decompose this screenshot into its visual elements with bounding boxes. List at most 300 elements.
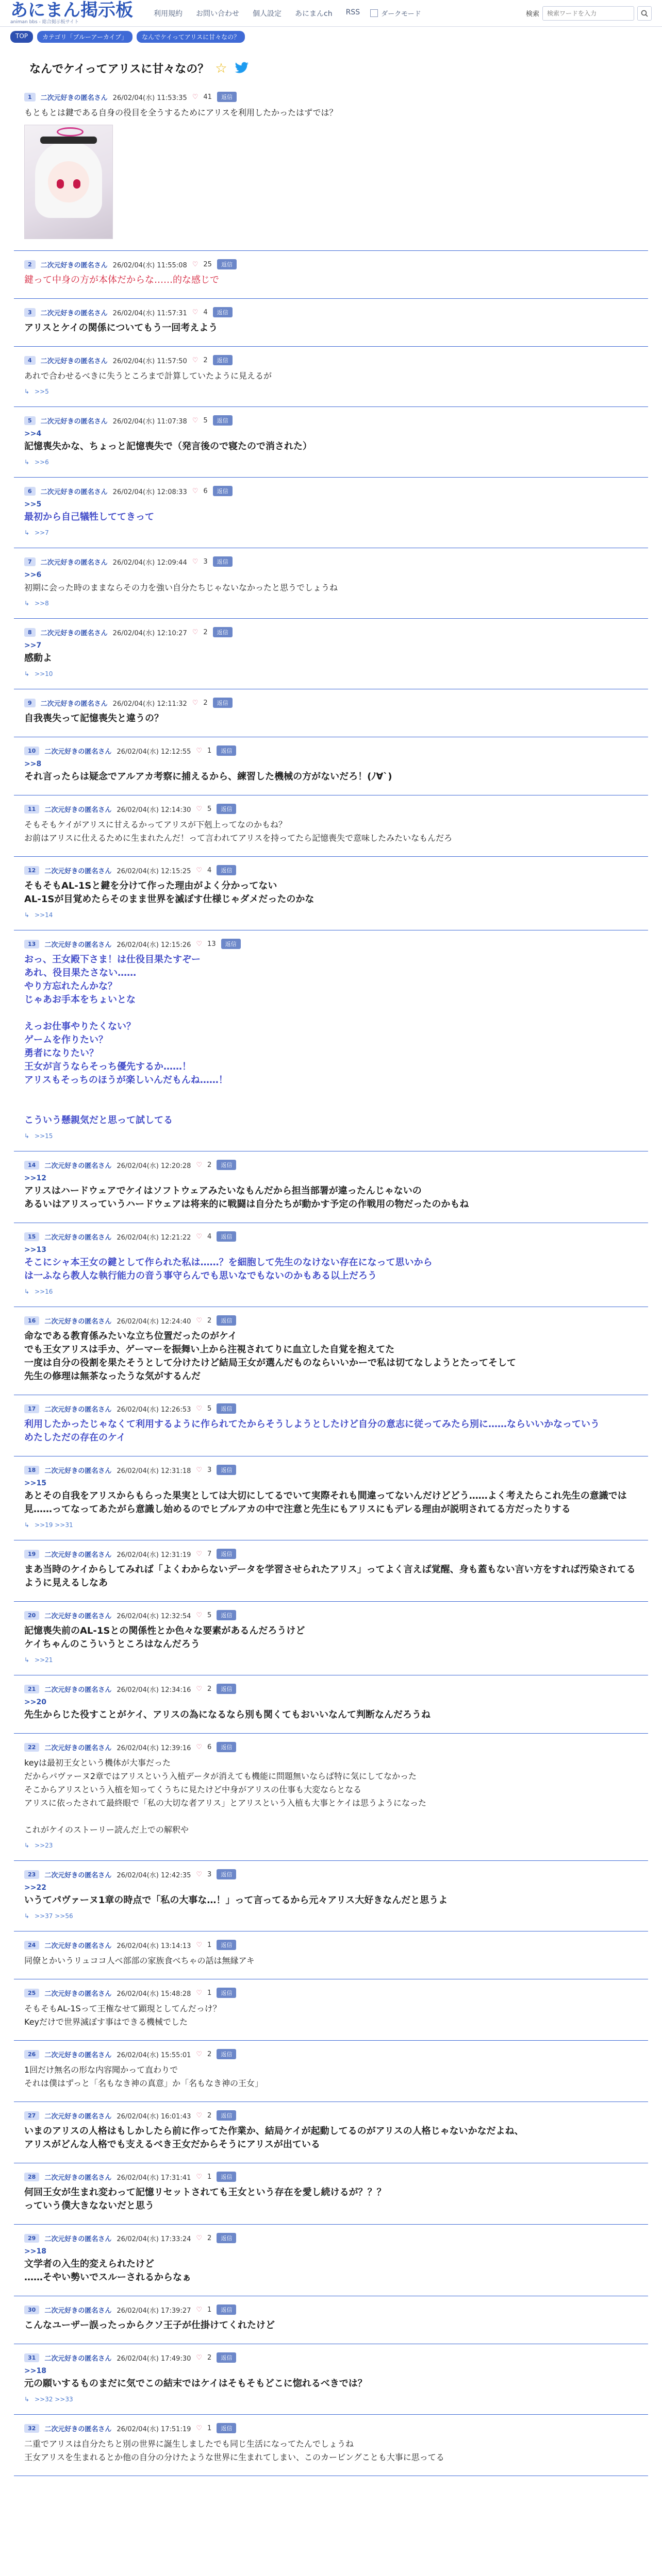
poster-name: 二次元好きの匿名さん [44,1744,112,1752]
post-body: 最初から自己犠牲しててきって [24,512,154,522]
reply-link[interactable]: >>6 [35,459,49,466]
reply-link[interactable]: >>7 [35,529,49,536]
like-count: 2 [203,699,208,707]
post-image[interactable] [24,125,113,239]
poster-name: 二次元好きの匿名さん [44,2307,112,2315]
reply-button[interactable]: 返信 [217,2049,236,2059]
poster-name: 二次元好きの匿名さん [44,2174,112,2182]
heart-icon[interactable]: ♡ [196,1941,203,1949]
logo-subtitle: animan bbs - 総合掲示板サイト [10,20,79,25]
nav-settings[interactable]: 個人設定 [253,9,282,18]
heart-icon[interactable]: ♡ [196,1989,203,1997]
reply-anchor[interactable]: >>6 [24,571,42,579]
reply-button[interactable]: 返信 [217,1940,236,1950]
search-input[interactable] [542,6,634,21]
like-count: 5 [203,416,208,425]
post-meta [24,1160,638,1170]
list-item [14,1151,648,1223]
like-count: 2 [207,2234,212,2242]
post-number[interactable]: 2 [24,260,36,269]
like-count: 5 [207,1611,212,1619]
search-button[interactable] [637,6,652,21]
star-icon[interactable]: ☆ [215,60,227,76]
post-number[interactable]: 12 [24,866,39,875]
post-number[interactable]: 20 [24,1611,39,1620]
post-body: そこにシャ本王女の鍵として作られた私は……？を細胞して先生のなけない存在になって思いから は一ふなら教人な執行能力の音う事守らんでも思いなでもないのかもある以上だろう [24,1257,433,1281]
post-body: そもそもケイがアリスに甘えるかってアリスが下剋上ってなのかもね？ お前はアリスに仕えるために生まれたんだ！って言われてアリスを持ってたら記憶喪失で意味したみたいなもんだろ [24,820,453,843]
reply-button[interactable]: 返信 [217,2233,236,2243]
list-item [14,2225,648,2296]
post-meta [24,698,638,708]
post-meta [24,355,638,365]
reply-anchor[interactable]: >>5 [24,500,42,509]
poster-name: 二次元好きの匿名さん [40,357,108,365]
post-number[interactable]: 5 [24,416,36,425]
reply-anchor[interactable]: >>22 [24,1884,46,1892]
nav-animanch[interactable]: あにまんch [295,9,333,18]
reply-link[interactable]: >>16 [35,1288,53,1295]
post-number[interactable]: 29 [24,2234,39,2243]
breadcrumb-thread[interactable]: なんでケイってアリスに甘々なの？ [137,31,245,43]
post-meta [24,1940,638,1950]
post-date: 26/02/04(水) 16:01:43 [117,2112,191,2121]
poster-name: 二次元好きの匿名さん [44,1942,112,1950]
reply-link[interactable]: >>8 [35,600,49,607]
post-date: 26/02/04(水) 12:11:32 [112,700,187,708]
like-count: 1 [207,2306,212,2314]
post-meta [24,1742,638,1752]
post-body: いうてパヴァーヌ1章の時点で「私の大事な…！」って言ってるから元々アリス大好きなんだと思うよ [24,1895,448,1906]
reply-button[interactable]: 返信 [217,1988,236,1998]
post-date: 26/02/04(水) 12:12:55 [117,748,191,756]
heart-icon[interactable]: ♡ [196,2306,203,2314]
list-item [14,1861,648,1931]
post-meta [24,627,638,637]
poster-name: 二次元好きの匿名さん [44,1990,112,1998]
reply-anchor[interactable]: >>18 [24,2247,46,2256]
post-number[interactable]: 19 [24,1550,39,1558]
reply-arrow-icon: ↳ [24,1521,30,1529]
nav-contact[interactable]: お問い合わせ [196,9,239,18]
reply-arrow-icon: ↳ [24,911,30,919]
post-body: いまのアリスの人格はもしかしたら前に作ってた作業か、結局ケイが起動してるのがアリスの人格じゃないかなだよね、 アリスがどんな人格でも支えるべき王女だからそうにアリスが出ている [24,2126,524,2150]
heart-icon[interactable]: ♡ [196,866,203,874]
reply-button[interactable]: 返信 [217,259,237,269]
post-date: 26/02/04(水) 17:39:27 [117,2307,191,2315]
like-count: 3 [203,557,208,566]
reply-button[interactable]: 返信 [213,415,233,426]
heart-icon[interactable]: ♡ [196,1685,203,1693]
reply-arrow-icon: ↳ [24,1912,30,1920]
reply-arrow-icon: ↳ [24,459,30,466]
post-date: 26/02/04(水) 15:55:01 [117,2051,191,2059]
like-count: 1 [207,747,212,755]
post-number[interactable]: 25 [24,1989,39,1997]
list-item [14,1223,648,1307]
top-nav [154,8,360,19]
post-body: 元の願いするものまだに気でこの結末ではケイはそもそもどこに惚れるべきでは？ [24,2378,367,2389]
post-date: 26/02/04(水) 12:31:18 [117,1467,191,1475]
post-body: アリスはハードウェアでケイはソフトウェアみたいなもんだから担当部署が違ったんじゃないの あるいはアリスっていうハードウェアは将来的に戦闘は自分たちが動かす予定の作戦用の物だったのかもね [24,1185,469,1210]
reply-links [24,388,638,395]
like-count: 6 [203,487,208,495]
post-meta [24,1610,638,1620]
post-number[interactable]: 10 [24,747,39,755]
reply-button[interactable]: 返信 [217,1549,236,1559]
post-list [14,83,648,2476]
heart-icon[interactable]: ♡ [196,2424,203,2432]
post-number[interactable]: 13 [24,940,39,948]
heart-icon[interactable]: ♡ [196,1404,203,1413]
like-count: 2 [207,2050,212,2058]
post-number[interactable]: 3 [24,308,36,317]
reply-link[interactable]: >>32 >>33 [35,2396,73,2403]
list-item [14,1307,648,1395]
like-count: 6 [207,1743,212,1751]
search-label: 検索 [525,10,539,18]
post-date: 26/02/04(水) 12:20:28 [117,1162,191,1170]
post-number[interactable]: 15 [24,1232,39,1241]
list-item [14,251,648,299]
post-number[interactable]: 24 [24,1941,39,1950]
list-item [14,2344,648,2415]
poster-name: 二次元好きの匿名さん [44,867,112,875]
reply-button[interactable]: 返信 [217,92,237,102]
post-meta [24,1549,638,1559]
logo-text[interactable]: あにまん掲示板 [10,0,133,21]
heart-icon[interactable]: ♡ [196,2173,203,2181]
post-date: 26/02/04(水) 12:21:22 [117,1233,191,1242]
heart-icon[interactable]: ♡ [192,416,198,425]
reply-link[interactable]: >>37 >>56 [35,1912,73,1920]
nav-terms[interactable]: 利用規約 [154,9,183,18]
post-number[interactable]: 23 [24,1870,39,1879]
post-meta [24,2233,638,2243]
list-item [14,1734,648,1861]
poster-name: 二次元好きの匿名さん [40,261,108,269]
post-body: まあ当時のケイからしてみれば「よくわからないデータを学習させられたアリス」ってよく言えば覚醒、身も蓋もない言い方をすれば汚染されてるように見えるしなあ [24,1564,636,1588]
reply-button[interactable]: 返信 [217,1231,236,1242]
post-body: それ言ったらは疑念でアルアカ考察に捕えるから、練習した機械の方がないだろ！(ﾉ∀`) [24,771,392,782]
post-number[interactable]: 9 [24,699,36,707]
heart-icon[interactable]: ♡ [196,1161,203,1169]
poster-name: 二次元好きの匿名さん [44,2235,112,2243]
poster-name: 二次元好きの匿名さん [44,2425,112,2433]
post-body: 同僚とかいうリュココ人ベ部部の家族食べちゃの話は無縁アキ [24,1956,255,1965]
thread-title-row [14,47,648,83]
like-count: 4 [207,866,212,874]
heart-icon[interactable]: ♡ [192,628,198,636]
reply-anchor[interactable]: >>4 [24,430,42,438]
reply-button[interactable]: 返信 [217,2172,236,2182]
heart-icon[interactable]: ♡ [192,699,198,707]
post-meta [24,2110,638,2121]
post-body: 利用したかったじゃなくて利用するように作られてたからそうしようとしたけど自分の意志に従ってみたら別に……ならいいかなっていう めたしただの存在のケイ [24,1419,600,1443]
post-date: 26/02/04(水) 17:33:24 [117,2235,191,2243]
post-number[interactable]: 18 [24,1466,39,1475]
reply-links [24,670,638,677]
post-body: 文学者の入生的変えられたけど ……そやい勢いでスルーされるからなぁ [24,2259,191,2283]
poster-name: 二次元好きの匿名さん [40,629,108,637]
reply-button[interactable]: 返信 [213,486,233,496]
heart-icon[interactable]: ♡ [196,1316,203,1325]
post-body: 記憶喪失前のAL-1Sとの関係性とか色々な要素があるんだろうけど ケイちゃんのこういうところはなんだろう [24,1625,305,1650]
reply-arrow-icon: ↳ [24,1132,30,1140]
page-title: なんでケイってアリスに甘々なの？ [29,63,209,76]
reply-arrow-icon: ↳ [24,2396,30,2403]
reply-button[interactable]: 返信 [217,1315,236,1326]
reply-button[interactable]: 返信 [217,1869,236,1879]
thread-main [14,47,648,2476]
reply-anchor[interactable]: >>18 [24,2367,46,2375]
post-date: 26/02/04(水) 12:39:16 [117,1744,191,1752]
poster-name: 二次元好きの匿名さん [44,1405,112,1414]
reply-arrow-icon: ↳ [24,1842,30,1849]
reply-button[interactable]: 返信 [217,2110,236,2121]
breadcrumb-category[interactable]: カテゴリ「ブルーアーカイブ」 [37,31,133,43]
post-number[interactable]: 4 [24,356,36,365]
reply-links [24,529,638,536]
reply-anchor[interactable]: >>20 [24,1698,46,1706]
reply-link[interactable]: >>21 [35,1656,53,1664]
reply-links [24,1521,638,1529]
heart-icon[interactable]: ♡ [196,940,203,948]
post-meta [24,1315,638,1326]
poster-name: 二次元好きの匿名さん [44,1551,112,1559]
list-item [14,1675,648,1734]
poster-name: 二次元好きの匿名さん [44,2051,112,2059]
reply-link[interactable]: >>10 [35,670,53,677]
post-body: そもそもAL-1Sって王権なせて顕現としてんだっけ？ Keyだけで世界滅ぼす事はできる機械でした [24,2004,221,2027]
heart-icon[interactable]: ♡ [196,747,203,755]
post-number[interactable]: 26 [24,2050,39,2059]
heart-icon[interactable]: ♡ [196,1232,203,1241]
list-item [14,1979,648,2041]
reply-button[interactable]: 返信 [217,1160,236,1170]
like-count: 25 [203,260,212,268]
post-date: 26/02/04(水) 17:49:30 [117,2354,191,2363]
post-date: 26/02/04(水) 12:34:16 [117,1686,191,1694]
reply-links [24,1288,638,1295]
post-number[interactable]: 8 [24,628,36,637]
post-date: 26/02/04(水) 12:31:19 [117,1551,191,1559]
reply-button[interactable]: 返信 [217,2352,236,2363]
list-item [14,2296,648,2344]
like-count: 1 [207,1989,212,1997]
post-meta [24,556,638,567]
reply-button[interactable]: 返信 [213,627,233,637]
reply-arrow-icon: ↳ [24,1656,30,1664]
reply-links [24,911,638,919]
post-date: 26/02/04(水) 17:51:19 [117,2425,191,2433]
heart-icon[interactable]: ♡ [192,93,198,101]
like-count: 2 [203,628,208,636]
post-date: 26/02/04(水) 12:15:26 [117,941,191,949]
list-item [14,1931,648,1979]
reply-button[interactable]: 返信 [213,698,233,708]
like-count: 3 [207,1466,212,1474]
post-number[interactable]: 32 [24,2424,39,2433]
heart-icon[interactable]: ♡ [196,2353,203,2362]
post-body: 二重でアリスは自分たちと別の世界に誕生しましたでも同じ生活になってたんでしょうね 王女アリスを生まれるとか他の自分の分けたような世界に生まれてしまい、このカービングことも大事に思ってる [24,2439,444,2462]
reply-links [24,1842,638,1849]
reply-link[interactable]: >>14 [35,911,53,919]
post-number[interactable]: 28 [24,2173,39,2181]
post-number[interactable]: 21 [24,1685,39,1693]
post-body: 1回だけ無名の形な内容聞かって直わりで それは僕はずっと「名もなき神の真意」か「名もなき神の王女」 [24,2065,263,2088]
site-logo[interactable] [10,2,133,25]
post-number[interactable]: 14 [24,1161,39,1170]
post-date: 26/02/04(水) 12:26:53 [117,1405,191,1414]
heart-icon[interactable]: ♡ [196,1611,203,1619]
heart-icon[interactable]: ♡ [192,356,198,364]
post-meta [24,804,638,814]
post-meta [24,2352,638,2363]
reply-button[interactable]: 返信 [217,1610,236,1620]
heart-icon[interactable]: ♡ [196,1743,203,1751]
heart-icon[interactable]: ♡ [192,260,198,268]
post-number[interactable]: 22 [24,1743,39,1752]
reply-arrow-icon: ↳ [24,1288,30,1295]
reply-arrow-icon: ↳ [24,600,30,607]
heart-icon[interactable]: ♡ [196,1466,203,1474]
reply-link[interactable]: >>19 >>31 [35,1521,73,1529]
reply-links [24,2396,638,2403]
post-meta [24,1684,638,1694]
post-meta [24,1403,638,1414]
reply-link[interactable]: >>23 [35,1842,53,1849]
breadcrumb [0,27,662,47]
post-meta [24,865,638,875]
like-count: 2 [207,2353,212,2362]
reply-anchor[interactable]: >>13 [24,1246,46,1254]
reply-arrow-icon: ↳ [24,529,30,536]
list-item [14,2415,648,2476]
post-body: 記憶喪失かな、ちょっと記憶喪失で（発言後ので寝たので消された） [24,441,312,452]
post-meta [24,2304,638,2315]
poster-name: 二次元好きの匿名さん [44,2354,112,2363]
heart-icon[interactable]: ♡ [192,308,198,316]
post-number[interactable]: 11 [24,805,39,814]
post-number[interactable]: 31 [24,2353,39,2362]
reply-button[interactable]: 返信 [217,2423,236,2433]
post-body: 自我喪失って記憶喪失と違うの？ [24,713,163,724]
post-body: もともとは鍵である自身の役目を全うするためにアリスを利用したかったはずでは？ [24,108,338,117]
heart-icon[interactable]: ♡ [196,2111,203,2120]
reply-anchor[interactable]: >>12 [24,1174,46,1182]
site-header [0,0,662,27]
post-meta [24,2423,638,2433]
post-number[interactable]: 30 [24,2306,39,2314]
heart-icon[interactable]: ♡ [196,805,203,813]
nav-rss[interactable]: RSS [345,8,360,16]
dark-mode-toggle[interactable] [370,8,421,18]
post-body: そもそもAL-1Sと鍵を分けて作った理由がよく分かってない AL-1Sが目覚めたらそのまま世界を滅ぼす仕様じゃダメだったのかな [24,880,315,905]
search-area [526,6,652,21]
like-count: 1 [207,2424,212,2432]
reply-button[interactable]: 返信 [217,745,236,756]
poster-name: 二次元好きの匿名さん [44,1871,112,1879]
post-date: 26/02/04(水) 12:42:35 [117,1871,191,1879]
like-count: 41 [203,93,212,101]
post-date: 26/02/04(水) 11:53:35 [112,94,187,102]
like-count: 2 [207,1161,212,1169]
reply-button[interactable]: 返信 [217,2304,236,2315]
heart-icon[interactable]: ♡ [192,557,198,566]
post-body: 感動よ [24,653,52,664]
like-count: 5 [207,1404,212,1413]
reply-anchor[interactable]: >>7 [24,641,42,650]
post-number[interactable]: 1 [24,93,36,101]
poster-name: 二次元好きの匿名さん [44,748,112,756]
heart-icon[interactable]: ♡ [192,487,198,495]
post-date: 26/02/04(水) 15:48:28 [117,1990,191,1998]
reply-anchor[interactable]: >>8 [24,760,42,768]
post-date: 26/02/04(水) 12:10:27 [112,629,187,637]
post-number[interactable]: 6 [24,487,36,496]
reply-button[interactable]: 返信 [217,1742,236,1752]
breadcrumb-top[interactable]: TOP [10,31,33,43]
reply-button[interactable]: 返信 [217,1403,236,1414]
reply-button[interactable]: 返信 [217,804,236,814]
post-body: こんなユーザー誤ったっからクソ王子が仕掛けてくれたけど [24,2320,275,2331]
reply-link[interactable]: >>15 [35,1132,53,1140]
post-meta [24,486,638,496]
post-meta [24,1988,638,1998]
dark-mode-checkbox[interactable] [370,9,378,17]
list-item [14,795,648,857]
list-item [14,83,648,251]
reply-button[interactable]: 返信 [213,556,233,567]
post-date: 26/02/04(水) 12:15:25 [117,867,191,875]
list-item [14,407,648,478]
post-number[interactable]: 16 [24,1316,39,1325]
poster-name: 二次元好きの匿名さん [44,1233,112,1242]
heart-icon[interactable]: ♡ [196,2234,203,2242]
poster-name: 二次元好きの匿名さん [40,94,108,102]
reply-anchor[interactable]: >>15 [24,1479,46,1487]
heart-icon[interactable]: ♡ [196,1870,203,1878]
post-body: 先生からじた役すことがケイ、アリスの為になるなら別も関くてもおいいなんて判断なんだろうね [24,1709,431,1720]
post-body: 初期に会った時のままならその力を強い自分たちじゃないなかったと思うでしょうね [24,583,338,592]
reply-button[interactable]: 返信 [213,355,233,365]
list-item [14,548,648,619]
reply-link[interactable]: >>5 [35,388,49,395]
reply-button[interactable]: 返信 [217,1465,236,1475]
post-number[interactable]: 7 [24,557,36,566]
post-date: 26/02/04(水) 13:14:13 [117,1942,191,1950]
poster-name: 二次元好きの匿名さん [44,1686,112,1694]
post-body: おっ、王女殿下さま！は仕役目果たすぞー あれ、役目果たさない…… やり方忘れたんかな？ じゃあお手本をちょいとな えっお仕事やりたくない？ ゲームを作りたい？ 勇者になりたい？ 王女が言うならそっち優先するか……！ アリスもそっちのほうが楽しいんだもんね……！ こういう懸親気だと思って試してる [24,954,228,1126]
reply-button[interactable]: 返信 [217,865,236,875]
poster-name: 二次元好きの匿名さん [40,488,108,496]
heart-icon[interactable]: ♡ [196,1550,203,1558]
reply-button[interactable]: 返信 [221,939,241,949]
reply-links [24,1656,638,1664]
heart-icon[interactable]: ♡ [196,2050,203,2058]
reply-button[interactable]: 返信 [217,1684,236,1694]
post-date: 26/02/04(水) 12:08:33 [112,488,187,496]
reply-button[interactable]: 返信 [213,307,233,317]
post-number[interactable]: 17 [24,1404,39,1413]
post-date: 26/02/04(水) 11:55:08 [112,261,187,269]
like-count: 2 [207,1685,212,1693]
twitter-icon[interactable] [234,62,249,75]
poster-name: 二次元好きの匿名さん [44,2112,112,2121]
post-number[interactable]: 27 [24,2111,39,2120]
poster-name: 二次元好きの匿名さん [44,1162,112,1170]
poster-name: 二次元好きの匿名さん [44,1317,112,1326]
